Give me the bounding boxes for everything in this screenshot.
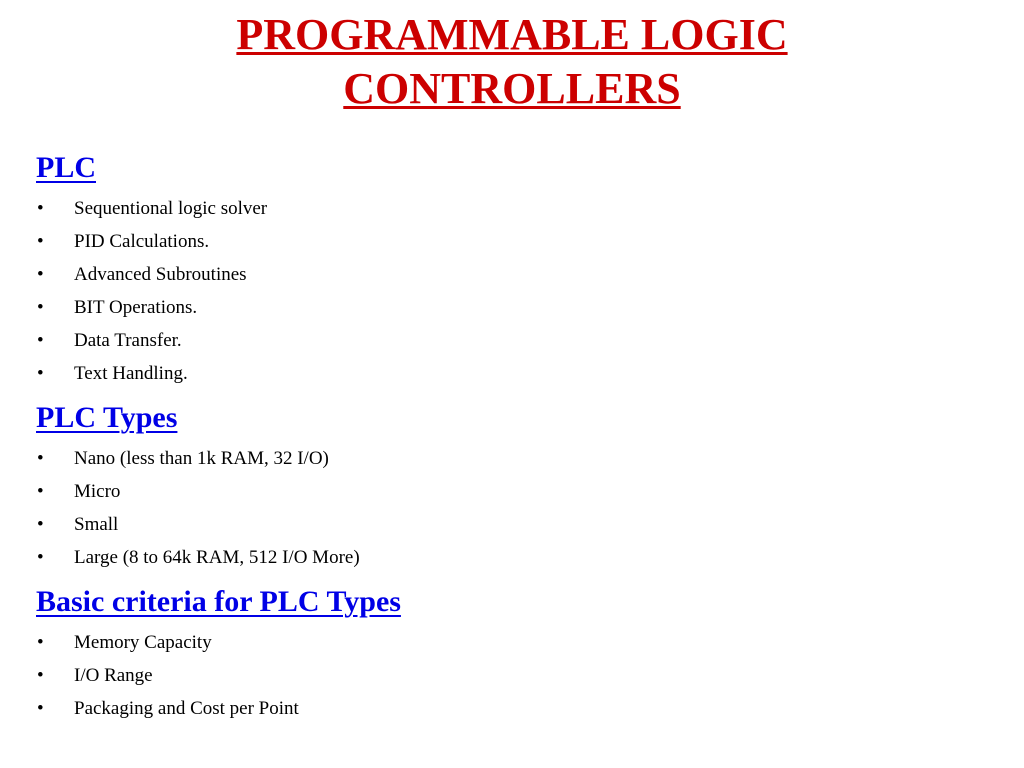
bullet-icon: • [37, 330, 44, 351]
list-item [36, 357, 996, 390]
list-item-text: Memory Capacity [74, 632, 212, 653]
bullet-icon: • [37, 297, 44, 318]
bullet-icon: • [37, 363, 44, 384]
bullet-list-plc-types [36, 442, 996, 574]
section-basic-criteria [36, 582, 996, 725]
list-item [36, 659, 996, 692]
list-item [36, 192, 996, 225]
list-item-text: Packaging and Cost per Point [74, 698, 299, 719]
list-item [36, 475, 996, 508]
list-item [36, 541, 996, 574]
slide-title [0, 8, 1024, 116]
bullet-icon: • [37, 264, 44, 285]
list-item [36, 225, 996, 258]
section-plc [36, 148, 996, 390]
bullet-list-plc [36, 192, 996, 390]
list-item-text: Small [74, 514, 119, 535]
list-item-text: I/O Range [74, 665, 153, 686]
list-item [36, 508, 996, 541]
list-item [36, 291, 996, 324]
list-item-text: Large (8 to 64k RAM, 512 I/O More) [74, 547, 360, 568]
list-item [36, 626, 996, 659]
slide-title-line-2: CONTROLLERS [343, 64, 681, 113]
bullet-icon: • [37, 547, 44, 568]
list-item-text: PID Calculations. [74, 231, 210, 252]
slide-title-line-1: PROGRAMMABLE LOGIC [236, 10, 788, 59]
list-item-text: Text Handling. [74, 363, 188, 384]
list-item [36, 258, 996, 291]
list-item-text: Advanced Subroutines [74, 264, 247, 285]
list-item-text: BIT Operations. [74, 297, 198, 318]
list-item [36, 692, 996, 725]
bullet-icon: • [37, 698, 44, 719]
section-plc-types [36, 398, 996, 574]
slide-content [36, 148, 996, 733]
list-item-text: Data Transfer. [74, 330, 182, 351]
list-item-text: Nano (less than 1k RAM, 32 I/O) [74, 448, 329, 469]
section-heading-plc: PLC [36, 151, 96, 184]
section-heading-basic-criteria: Basic criteria for PLC Types [36, 585, 401, 618]
bullet-icon: • [37, 632, 44, 653]
bullet-icon: • [37, 481, 44, 502]
bullet-list-basic-criteria [36, 626, 996, 725]
section-heading-plc-types: PLC Types [36, 401, 178, 434]
list-item-text: Sequentional logic solver [74, 198, 268, 219]
list-item-text: Micro [74, 481, 121, 502]
bullet-icon: • [37, 231, 44, 252]
bullet-icon: • [37, 665, 44, 686]
bullet-icon: • [37, 448, 44, 469]
list-item [36, 442, 996, 475]
list-item [36, 324, 996, 357]
bullet-icon: • [37, 514, 44, 535]
bullet-icon: • [37, 198, 44, 219]
